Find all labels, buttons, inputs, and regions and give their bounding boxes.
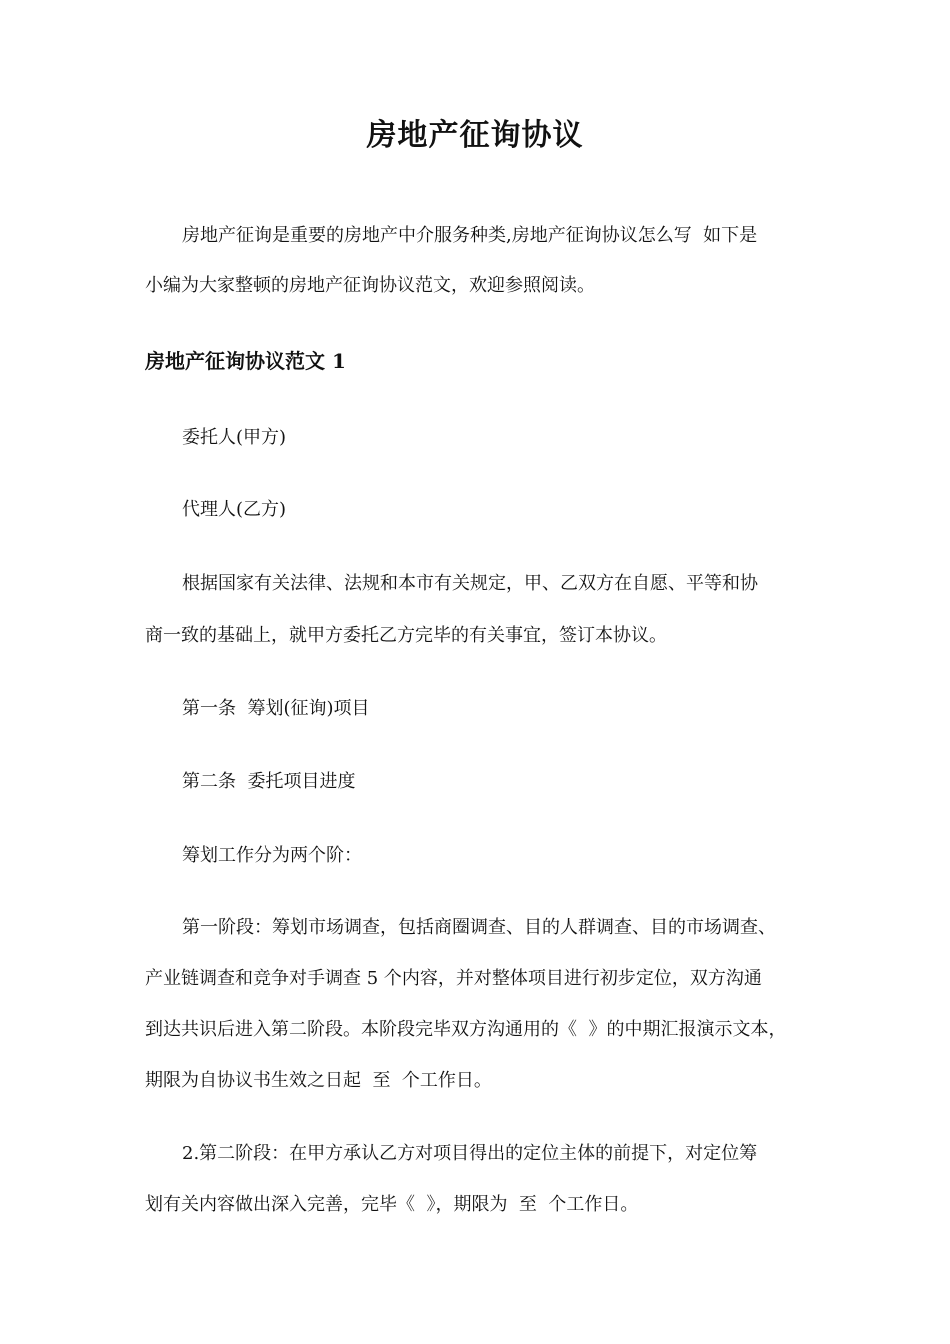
intro-line-1: 房地产征询是重要的房地产中介服务种类,房地产征询协议怎么写 如下是 [182,225,758,246]
intro-line-2: 小编为大家整顿的房地产征询协议范文，欢迎参照阅读。 [145,275,595,296]
stage1-line-3: 到达共识后进入第二阶段。本阶段完毕双方沟通用的《 》的中期汇报演示文本， [145,1019,787,1040]
agent-line: 代理人(乙方) [182,499,287,520]
stage1-line-2: 产业链调查和竞争对手调查 5 个内容，并对整体项目进行初步定位，双方沟通 [145,968,762,989]
section-heading: 房地产征询协议范文 1 [145,349,346,373]
stage2-line-1: 2.第二阶段：在甲方承认乙方对项目得出的定位主体的前提下，对定位筹 [182,1143,758,1164]
stages-intro: 筹划工作分为两个阶： [182,845,362,866]
document-title: 房地产征询协议 [366,118,584,153]
stage1-line-1: 第一阶段：筹划市场调查，包括商圈调查、目的人群调查、目的市场调查、 [182,917,776,938]
principal-line: 委托人(甲方) [182,427,287,448]
article-2: 第二条 委托项目进度 [182,771,356,792]
basis-line-2: 商一致的基础上，就甲方委托乙方完毕的有关事宜，签订本协议。 [145,625,667,646]
article-1: 第一条 筹划(征询)项目 [182,698,370,719]
stage1-line-4: 期限为自协议书生效之日起 至 个工作日。 [145,1070,492,1091]
stage2-line-2: 划有关内容做出深入完善，完毕《 》，期限为 至 个工作日。 [145,1194,639,1215]
basis-line-1: 根据国家有关法律、法规和本市有关规定，甲、乙双方在自愿、平等和协 [182,573,758,594]
